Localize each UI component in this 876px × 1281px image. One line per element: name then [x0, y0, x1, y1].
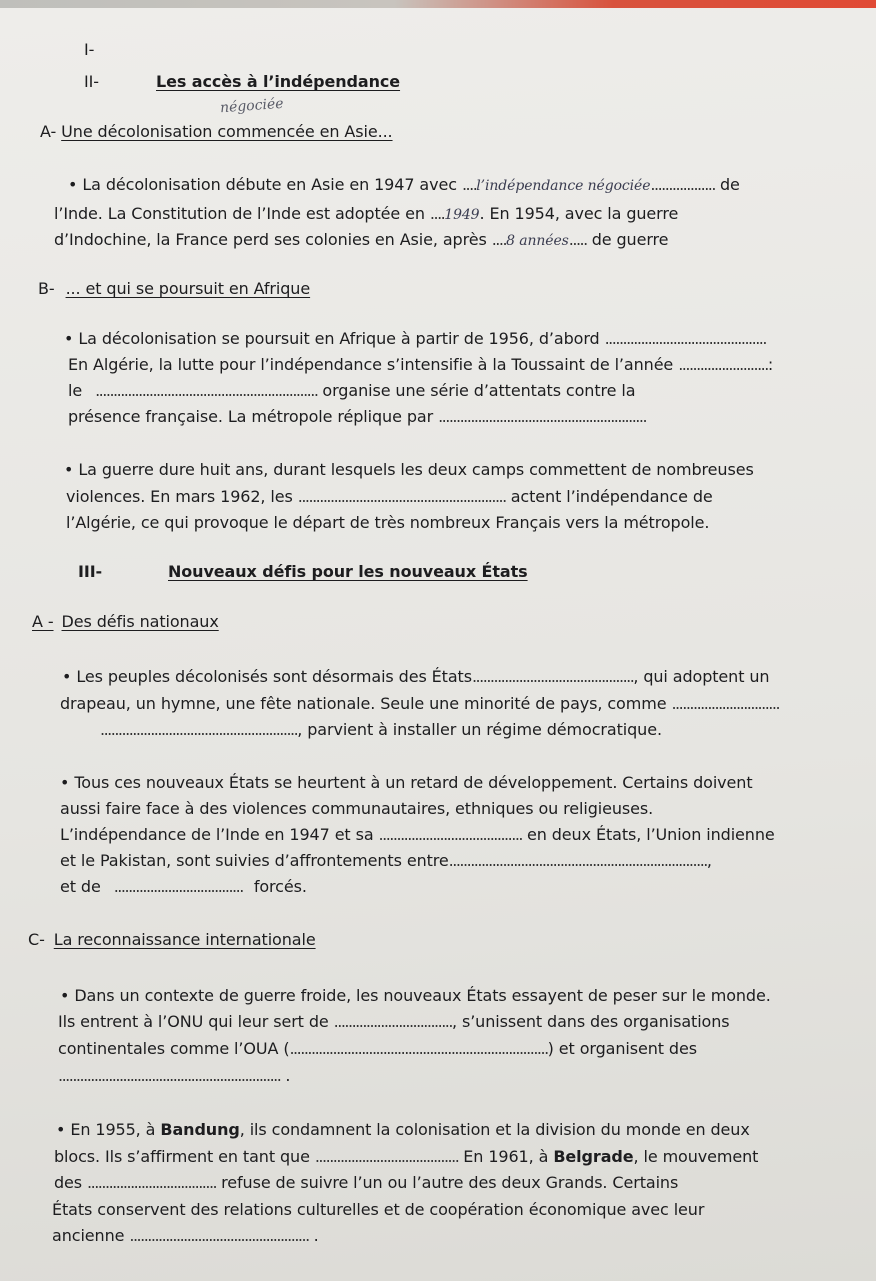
section-2b-heading — [38, 279, 310, 299]
part-2-title: Les accès à l’indépendance — [156, 72, 401, 91]
text: continentales comme l’OUA ( — [58, 1039, 290, 1058]
part-3-header — [78, 562, 528, 582]
text: Ils entrent à l’ONU qui leur sert de — [58, 1012, 329, 1031]
text: En 1961, à — [463, 1147, 549, 1166]
text: • Tous ces nouveaux États se heurtent à un retard de développement. Certains doivent — [60, 773, 753, 792]
paragraph-2b1-line3 — [68, 381, 635, 401]
text: , ils condamnent la colonisation et la division du monde en deux — [239, 1120, 750, 1139]
paragraph-2b1-line2 — [68, 355, 773, 375]
paragraph-3a1-line1 — [62, 667, 769, 687]
text: États conservent des relations culturelles et de coopération économique avec leur — [52, 1200, 705, 1219]
text: . En 1954, avec la guerre — [479, 204, 679, 223]
part-2-number: II- — [84, 72, 99, 91]
text: L’indépendance de l’Inde en 1947 et sa — [60, 825, 374, 844]
part-3-number: III- — [78, 562, 103, 581]
text: • Dans un contexte de guerre froide, les nouveaux États essayent de peser sur le monde. — [60, 986, 771, 1005]
text: actent l’indépendance de — [510, 487, 713, 506]
text: l’Inde. La Constitution de l’Inde est adoptée en — [54, 204, 425, 223]
text: • La guerre dure huit ans, durant lesquels les deux camps commettent de nombreuses — [64, 460, 754, 479]
handwritten-answer: 1949 — [444, 207, 480, 223]
section-3c-heading — [28, 930, 316, 950]
blank: .... — [461, 175, 477, 194]
blank: ................................. — [333, 1012, 452, 1031]
blank: .... — [491, 230, 507, 249]
blank: ..... — [568, 230, 587, 249]
text: d’Indochine, la France perd ses colonies en Asie, après — [54, 230, 487, 249]
paragraph-3c2-line1 — [56, 1120, 750, 1140]
paragraph-2b2-line2 — [66, 487, 713, 507]
part-3-title: Nouveaux défis pour les nouveaux États — [168, 562, 528, 581]
paragraph-2b1-line1 — [64, 329, 766, 349]
paragraph-3c2-line2 — [54, 1147, 758, 1167]
blank: ........................................ — [378, 825, 522, 844]
handwritten-answer: 8 années — [506, 233, 569, 249]
text: blocs. Ils s’affirment en tant que — [54, 1147, 310, 1166]
blank: .............................................................. — [58, 1066, 281, 1085]
text: • La décolonisation se poursuit en Afrique à partir de 1956, d’abord — [64, 329, 600, 348]
text: , s’unissent dans des organisations — [451, 1012, 730, 1031]
worksheet-page — [0, 8, 876, 1281]
section-2a-label: A- — [40, 122, 57, 141]
text: forcés. — [253, 877, 307, 896]
text: • Les peuples décolonisés sont désormais des États — [62, 667, 472, 686]
paragraph-3c1-line4 — [58, 1066, 290, 1086]
part-1-number: I- — [84, 40, 95, 59]
paragraph-2a-line2 — [54, 204, 678, 225]
section-3c-title: La reconnaissance internationale — [53, 930, 316, 949]
section-3a-title: Des défis nationaux — [61, 612, 219, 631]
text: violences. En mars 1962, les — [66, 487, 293, 506]
blank: ............................................. — [604, 329, 766, 348]
text: . — [285, 1066, 291, 1085]
section-2a-title: Une décolonisation commencée en Asie... — [61, 122, 393, 141]
blank: ........................................ — [314, 1147, 459, 1166]
paragraph-2b2-line1 — [64, 460, 754, 480]
paragraph-3c1-line1 — [60, 986, 771, 1006]
section-2b-label: B- — [38, 279, 55, 298]
paragraph-3c1-line3 — [58, 1039, 697, 1059]
paragraph-2b1-line4 — [68, 407, 646, 427]
paragraph-3a1-line3 — [100, 720, 662, 740]
blank: .................................... — [113, 877, 243, 896]
paragraph-2a-line3 — [54, 230, 668, 251]
section-3a-heading — [32, 612, 219, 632]
paragraph-2b2-line3 — [66, 513, 709, 533]
blank: .......................................................... — [297, 487, 506, 506]
paragraph-2a-line1 — [68, 175, 740, 196]
blank: .......................................................... — [438, 407, 647, 426]
section-2a-heading — [40, 122, 393, 142]
paragraph-3c1-line2 — [58, 1012, 730, 1032]
paragraph-3a2-line4 — [60, 851, 712, 871]
text: En Algérie, la lutte pour l’indépendance s’intensifie à la Toussaint de l’année — [68, 355, 674, 374]
text: des — [54, 1173, 83, 1192]
paper-top-edge — [0, 0, 876, 8]
text: organise une série d’attentats contre la — [322, 381, 636, 400]
blank: ........................................................................ — [448, 851, 707, 870]
text: aussi faire face à des violences communautaires, ethniques ou religieuses. — [60, 799, 654, 818]
text: ancienne — [52, 1226, 125, 1245]
text: et de — [60, 877, 101, 896]
paragraph-3a1-line2 — [60, 694, 779, 714]
blank: ......................... — [678, 355, 768, 374]
text: de guerre — [591, 230, 669, 249]
text: , — [706, 851, 712, 870]
blank: .................................................. — [129, 1226, 309, 1245]
text: le — [68, 381, 83, 400]
handwritten-note: négociée — [219, 95, 285, 117]
blank: ....................................................... — [100, 720, 298, 739]
text: refuse de suivre l’un ou l’autre des deux Grands. Certains — [221, 1173, 679, 1192]
text: ) et organisent des — [547, 1039, 697, 1058]
text: en deux États, l’Union indienne — [526, 825, 775, 844]
paragraph-3c2-line3 — [54, 1173, 678, 1193]
text: • En 1955, à — [56, 1120, 156, 1139]
bandung: Bandung — [160, 1120, 240, 1139]
handwritten-answer: l’indépendance négociée — [476, 178, 651, 194]
text: , le mouvement — [633, 1147, 759, 1166]
blank: .............................. — [671, 694, 780, 713]
section-3a-label: A - — [32, 612, 54, 631]
text: drapeau, un hymne, une fête nationale. Seule une minorité de pays, comme — [60, 694, 667, 713]
belgrade: Belgrade — [553, 1147, 634, 1166]
paragraph-3a2-line1 — [60, 773, 753, 793]
text: l’Algérie, ce qui provoque le départ de très nombreux Français vers la métropole. — [66, 513, 710, 532]
paragraph-3a2-line2 — [60, 799, 653, 819]
text: présence française. La métropole réplique par — [68, 407, 434, 426]
blank: .... — [429, 204, 445, 223]
text: , qui adoptent un — [633, 667, 770, 686]
text: , parvient à installer un régime démocratique. — [297, 720, 662, 739]
text: . — [313, 1226, 319, 1245]
section-2b-title: ... et qui se poursuit en Afrique — [65, 279, 311, 298]
blank: .............................................................. — [95, 381, 318, 400]
blank: .................. — [650, 175, 715, 194]
part-2-header — [84, 72, 400, 92]
paragraph-3c2-line4 — [52, 1200, 704, 1220]
paragraph-3a2-line3 — [60, 825, 775, 845]
section-3c-label: C- — [28, 930, 45, 949]
blank: .................................... — [87, 1173, 217, 1192]
text: : — [767, 355, 774, 374]
blank: ........................................................................ — [289, 1039, 548, 1058]
text: de — [719, 175, 740, 194]
blank: ............................................. — [471, 667, 634, 686]
paragraph-3c2-line5 — [52, 1226, 319, 1246]
text: • La décolonisation débute en Asie en 1947 avec — [68, 175, 457, 194]
text: et le Pakistan, sont suivies d’affrontements entre — [60, 851, 449, 870]
paragraph-3a2-line5 — [60, 877, 307, 897]
